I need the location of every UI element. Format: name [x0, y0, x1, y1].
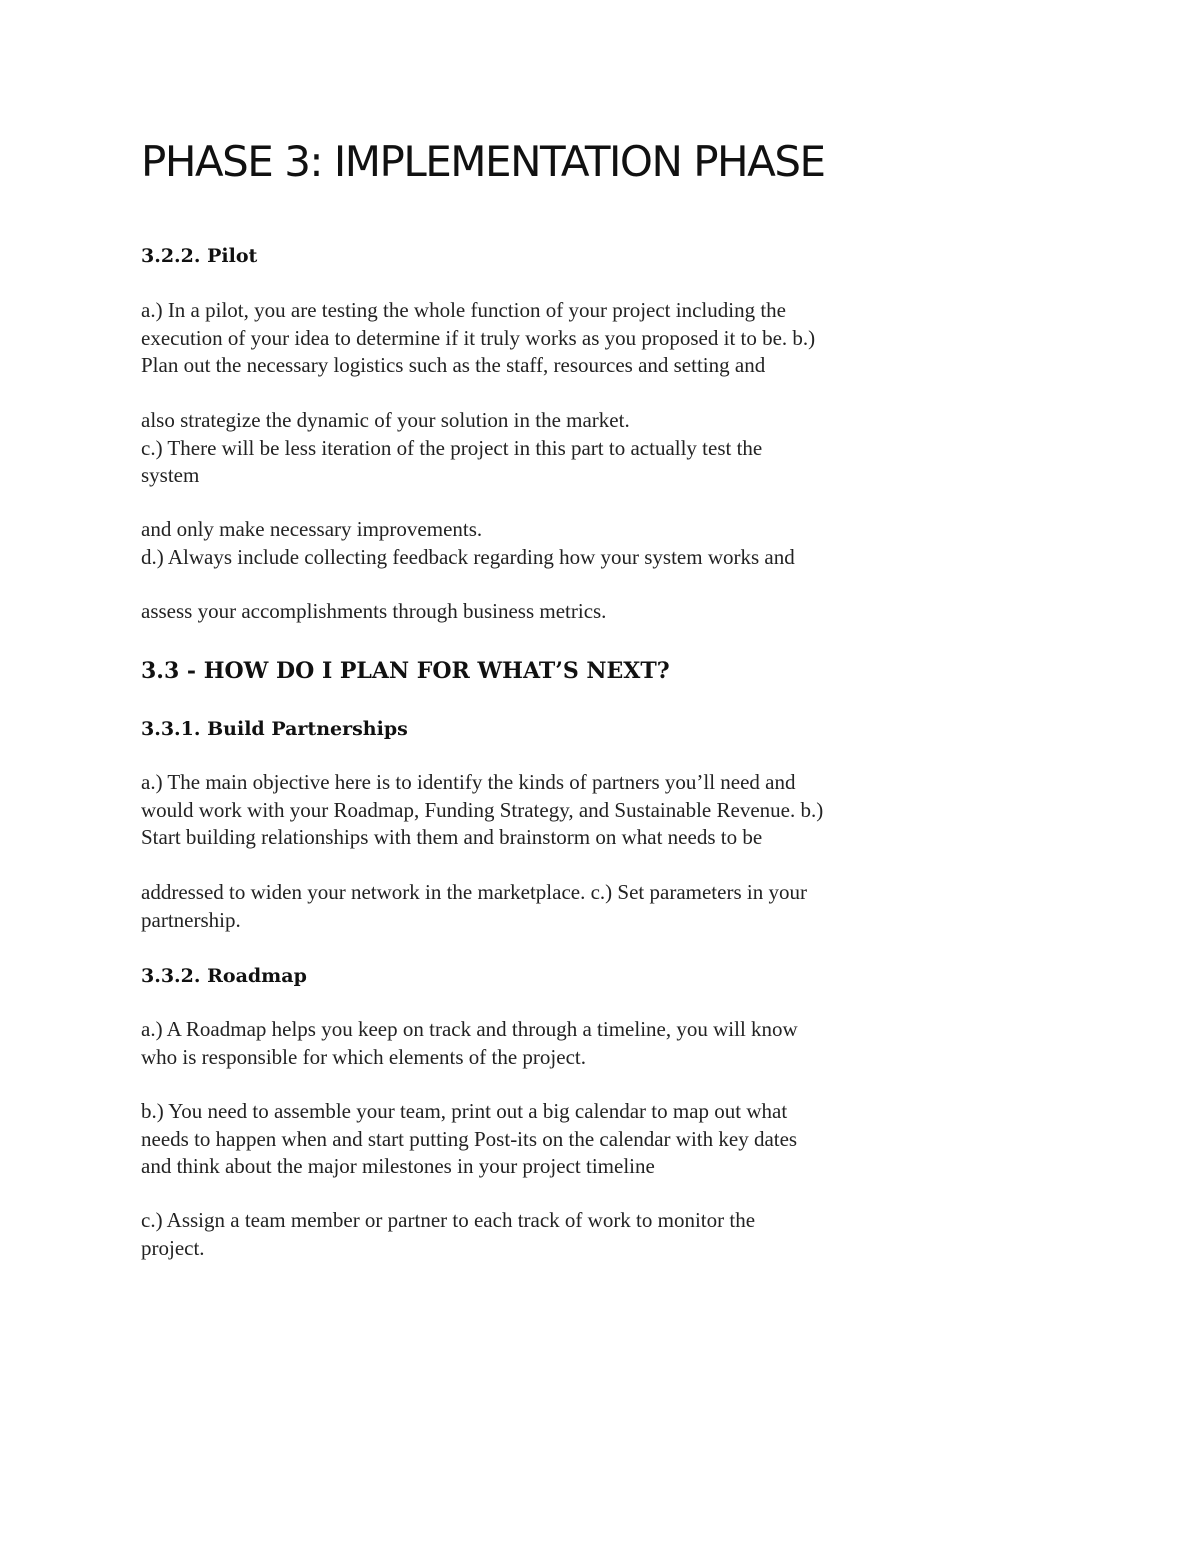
- page-title: PHASE 3: IMPLEMENTATION PHASE: [141, 137, 825, 186]
- text-line: and think about the major milestones in your project timeline: [141, 1154, 655, 1178]
- text-line: needs to happen when and start putting Post-its on the calendar with key dates: [141, 1126, 798, 1151]
- text-line: project.: [141, 1235, 205, 1260]
- roadmap-paragraph-1: [141, 1016, 1061, 1071]
- text-line: Start building relationships with them and brainstorm on what needs to be: [141, 825, 763, 849]
- partnerships-paragraph-1: [141, 769, 1061, 852]
- text-line: who is responsible for which elements of the project.: [141, 1044, 586, 1069]
- text-line: a.) In a pilot, you are testing the whole function of your project including the: [141, 298, 786, 322]
- text-line: c.) There will be less iteration of the project in this part to actually test the: [141, 435, 763, 460]
- text-line: also strategize the dynamic of your solution in the market.: [141, 408, 630, 432]
- pilot-heading: 3.2.2. Pilot: [141, 245, 258, 267]
- text-line: a.) The main objective here is to identify the kinds of partners you’ll need and: [141, 770, 796, 794]
- text-line: and only make necessary improvements.: [141, 517, 483, 541]
- partnerships-heading: 3.3.1. Build Partnerships: [141, 718, 408, 740]
- text-line: addressed to widen your network in the marketplace. c.) Set parameters in your: [141, 880, 807, 904]
- text-line: assess your accomplishments through business metrics.: [141, 599, 607, 623]
- roadmap-paragraph-3: [141, 1207, 1061, 1262]
- section-heading: 3.3 - HOW DO I PLAN FOR WHAT’S NEXT?: [141, 658, 670, 684]
- text-line: Plan out the necessary logistics such as the staff, resources and setting and: [141, 353, 766, 377]
- pilot-paragraph-2: [141, 407, 1061, 490]
- roadmap-heading: 3.3.2. Roadmap: [141, 965, 307, 987]
- text-line: execution of your idea to determine if it truly works as you proposed it to be. b.): [141, 325, 816, 350]
- text-line: would work with your Roadmap, Funding Strategy, and Sustainable Revenue. b.): [141, 797, 824, 822]
- roadmap-paragraph-2: [141, 1098, 1061, 1181]
- text-line: a.) A Roadmap helps you keep on track and through a timeline, you will know: [141, 1017, 798, 1041]
- text-line: system: [141, 463, 200, 487]
- pilot-paragraph-4: [141, 598, 1061, 626]
- text-line: c.) Assign a team member or partner to each track of work to monitor the: [141, 1208, 756, 1232]
- partnerships-paragraph-2: [141, 879, 1061, 934]
- text-line: partnership.: [141, 907, 241, 932]
- pilot-paragraph-1: [141, 297, 1061, 380]
- pilot-paragraph-3: [141, 516, 1061, 571]
- text-line: b.) You need to assemble your team, print out a big calendar to map out what: [141, 1099, 788, 1123]
- text-line: d.) Always include collecting feedback regarding how your system works and: [141, 544, 795, 569]
